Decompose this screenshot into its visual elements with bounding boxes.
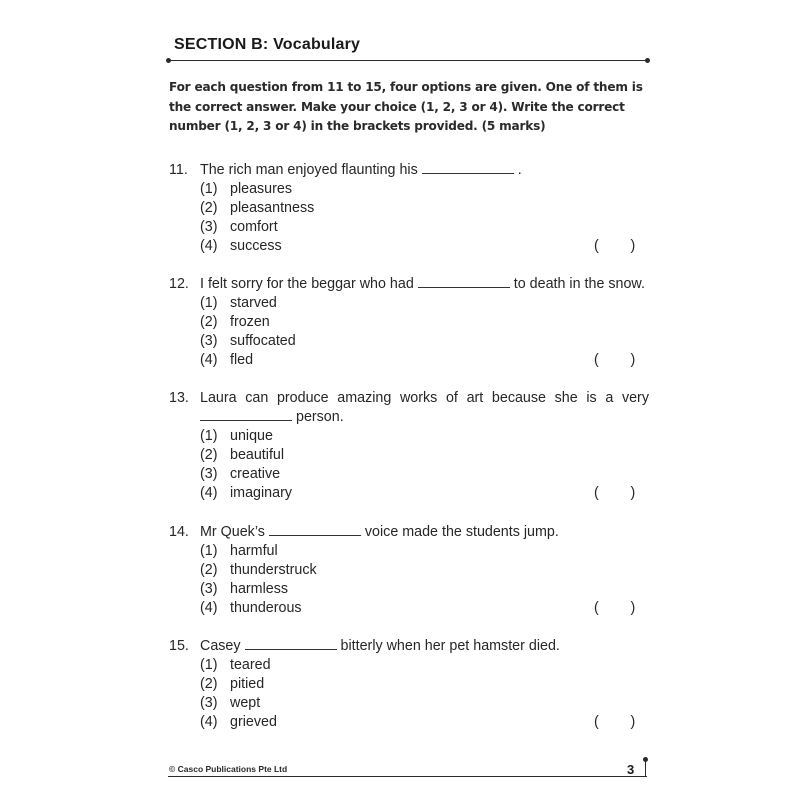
option-4: (4) success ( )	[169, 237, 649, 256]
option-3: (3) comfort	[200, 219, 278, 235]
answer-brackets[interactable]: ( )	[594, 600, 636, 616]
page-number: 3	[627, 762, 635, 777]
question-text-end: .	[517, 162, 522, 178]
answer-blank	[245, 648, 337, 650]
option-2: (2) pitied	[200, 676, 265, 692]
question-text: I felt sorry for the beggar who had	[200, 276, 414, 292]
question-12	[169, 275, 649, 370]
answer-blank	[269, 534, 361, 536]
question-text: Casey	[200, 638, 241, 654]
rule-right-dot	[645, 58, 650, 63]
question-number: 11.	[169, 162, 188, 178]
answer-brackets[interactable]: ( )	[594, 238, 636, 254]
question-number: 14.	[169, 524, 189, 540]
option-2: (2) pleasantness	[200, 200, 315, 216]
option-3: (3) suffocated	[200, 333, 296, 349]
option-3: (3) wept	[200, 695, 261, 711]
question-13	[169, 389, 649, 503]
instructions: For each question from 11 to 15, four options are given. One of them is the correct answer. Make your choice (1, 2, 3 or 4). Write the correct number (1, 2, 3 or 4) in the brackets provided. (5 marks)	[169, 80, 643, 133]
footer-rule	[168, 776, 647, 777]
option-4: (4) fled ( )	[169, 351, 649, 370]
option-3: (3) harmless	[200, 581, 288, 597]
question-text: Mr Quek’s	[200, 524, 265, 540]
answer-blank	[418, 286, 510, 288]
answer-blank	[422, 172, 514, 174]
footer-marker-dot	[643, 757, 648, 762]
option-3: (3) creative	[200, 466, 281, 482]
option-1: (1) pleasures	[200, 181, 292, 197]
answer-blank	[200, 419, 292, 421]
question-text-end: bitterly when her pet hamster died.	[340, 638, 560, 654]
option-1: (1) teared	[200, 657, 271, 673]
option-1: (1) unique	[200, 428, 273, 444]
question-text-end: to death in the snow.	[513, 276, 645, 292]
option-2: (2) frozen	[200, 314, 270, 330]
option-4: (4) imaginary ( )	[169, 484, 649, 503]
question-number: 13.	[169, 390, 189, 406]
footer-marker-line	[645, 760, 646, 777]
option-2: (2) thunderstruck	[200, 562, 317, 578]
question-text-end: person.	[296, 409, 344, 425]
option-1: (1) harmful	[200, 543, 278, 559]
rule-left-dot	[166, 58, 171, 63]
option-1: (1) starved	[200, 295, 277, 311]
question-14	[169, 523, 649, 618]
option-4: (4) grieved ( )	[169, 713, 649, 732]
question-text-end: voice made the students jump.	[364, 524, 559, 540]
question-number: 12.	[169, 276, 189, 292]
answer-brackets[interactable]: ( )	[594, 714, 636, 730]
question-15	[169, 637, 649, 732]
title-rule	[168, 60, 647, 61]
question-text: The rich man enjoyed flaunting his	[200, 162, 418, 178]
copyright: © Casco Publications Pte Ltd	[169, 764, 288, 774]
answer-brackets[interactable]: ( )	[594, 485, 636, 501]
option-4: (4) thunderous ( )	[169, 599, 649, 618]
option-2: (2) beautiful	[200, 447, 285, 463]
question-text: Laura can produce amazing works of art because she is a very	[200, 390, 649, 406]
section-title: SECTION B: Vocabulary	[174, 36, 361, 53]
question-number: 15.	[169, 638, 189, 654]
answer-brackets[interactable]: ( )	[594, 352, 636, 368]
question-11	[169, 161, 649, 256]
